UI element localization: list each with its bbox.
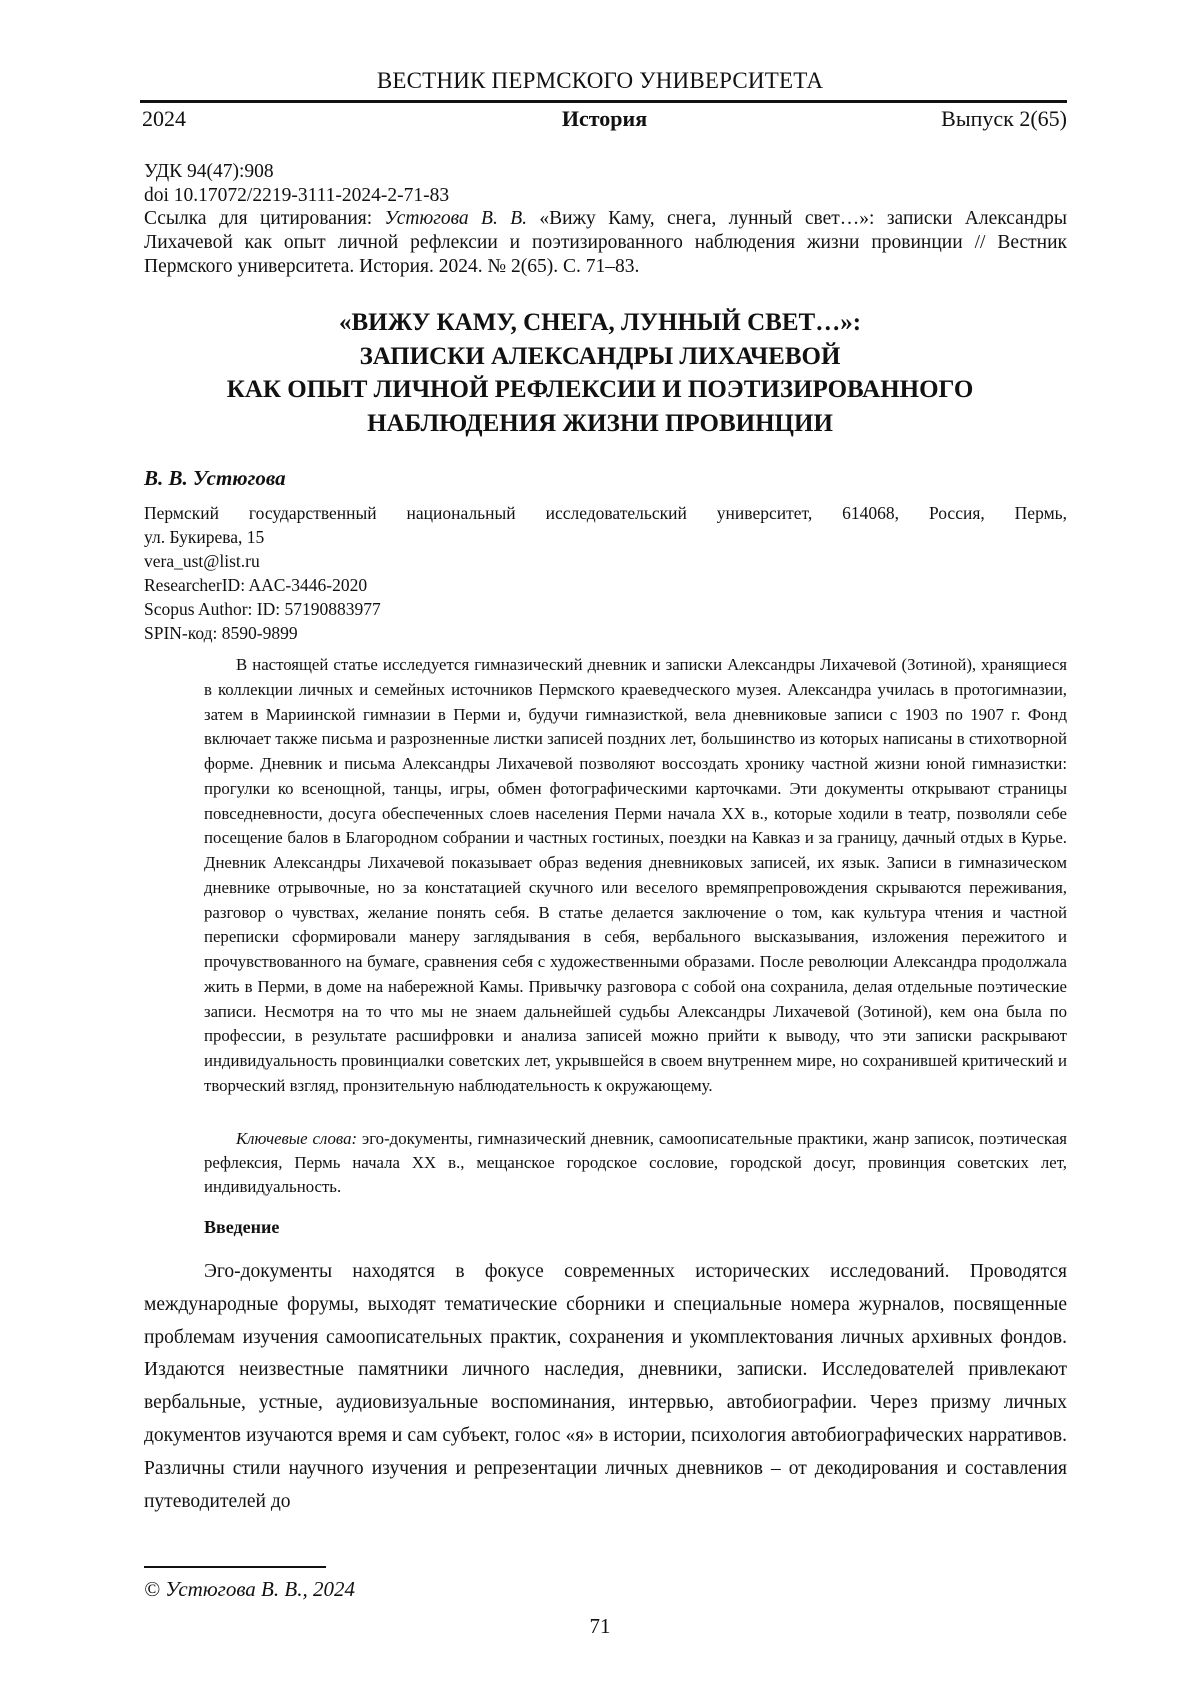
keywords-label: Ключевые слова:: [236, 1129, 358, 1148]
article-identifiers: [144, 160, 1067, 208]
affiliation-line: Пермский государственный национальный исследовательский университет, 614068, Россия, Пермь,: [144, 503, 1067, 523]
udk: УДК 94(47):908: [144, 161, 274, 182]
page-number: 71: [589, 1614, 611, 1638]
author-email[interactable]: vera_ust@list.ru: [144, 551, 260, 571]
scopus-id: Scopus Author: ID: 57190883977: [144, 599, 381, 619]
copyright-notice: © Устюгова В. В., 2024: [144, 1577, 355, 1601]
running-header: [142, 106, 1067, 134]
header-rule: [140, 100, 1067, 103]
citation: [144, 207, 1067, 279]
researcher-id: ResearcherID: AAC-3446-2020: [144, 575, 368, 595]
citation-text: «Вижу Каму, снега, лунный свет…»: записки Александры Лихачевой как опыт личной рефлексии и поэтизированного наблюдения жизни провинции // Вестник Пермского университета. История. 2024. № 2(65). С. 71–83.: [144, 208, 1067, 277]
keywords-text: эго-документы, гимназический дневник, самоописательные практики, жанр записок, поэтическая рефлексия, Пермь начала XX в., мещанское городское сословие, городской досуг, провинция советских лет, индивидуальность.: [204, 1129, 1067, 1196]
title-line: КАК ОПЫТ ЛИЧНОЙ РЕФЛЕКСИИ И ПОЭТИЗИРОВАННОГО: [226, 376, 974, 404]
header-year: 2024: [142, 106, 186, 131]
author-name: В. В. Устюгова: [144, 466, 286, 490]
abstract: В настоящей статье исследуется гимназический дневник и записки Александры Лихачевой (Зотиной), хранящиеся в коллекции личных и семейных источников Пермского краеведческого музея. Александра училась в протогимназии, затем в Мариинской гимназии в Перми и, будучи гимназисткой, вела дневниковые записи с 1903 по 1907 г. Фонд включает также письма и разрозненные листки записей поздних лет, большинство из которых написаны в стихотворной форме. Дневник и письма Александры Лихачевой позволяют воссоздать хронику частной жизни юной гимназистки: прогулки ко всенощной, танцы, игры, обмен фотографическими карточками. Эти документы открывают страницы повседневности, досуга обеспеченных слоев населения Перми начала XX в., которые ходили в театр, позволяли себе посещение балов в Благородном собрании и частных гостиных, поездки на Кавказ и за границу, дачный отдых в Курье. Дневник Александры Лихачевой показывает образ ведения дневниковых записей, их язык. Записи в гимназическом дневнике отрывочные, но за констатацией скучного или веселого времяпрепровождения скрываются переживания, разговор о чувствах, желание понять себя. В статье делается заключение о том, как культура чтения и частной переписки сформировали манеру заглядывания в себя, вербального высказывания, изложения пережитого и прочувствованного на бумаге, сравнения себя с художественными образами. После революции Александра продолжала жить в Перми, в доме на набережной Камы. Привычку разговора с собой она сохранила, делая отдельные поэтические записи. Несмотря на то что мы не знаем дальнейшей судьбы Александры Лихачевой (Зотиной), кем она была по профессии, в результате расшифровки и анализа записей можно прийти к выводу, что эти записки раскрывают индивидуальность провинциалки советских лет, укрывшейся в своем внутреннем мире, но сохранившей критический и творческий взгляд, пронзительную наблюдательность к окружающему.: [204, 655, 1067, 1095]
citation-author: Устюгова В. В.: [384, 208, 527, 229]
journal-title: ВЕСТНИК ПЕРМСКОГО УНИВЕРСИТЕТА: [376, 68, 824, 93]
affiliation-address: ул. Букирева, 15: [144, 527, 265, 547]
header-issue: Выпуск 2(65): [941, 106, 1067, 131]
article-title: [0, 306, 1200, 441]
header-section: История: [561, 106, 648, 131]
introduction-paragraph: Эго-документы находятся в фокусе современных исторических исследований. Проводятся международные форумы, выходят тематические сборники и специальные номера журналов, посвященные проблемам изучения самоописательных практик, сохранения и укомплектования личных архивных фондов. Издаются неизвестные памятники личного наследия, дневники, записки. Исследователей привлекают вербальные, устные, аудиовизуальные воспоминания, интервью, автобиографии. Через призму личных документов изучаются время и сам субъект, голос «я» в истории, психология автобиографических нарративов. Различны стили научного изучения и репрезентации личных дневников – от декодирования и составления путеводителей до: [144, 1261, 1067, 1512]
spin-code: SPIN-код: 8590-9899: [144, 623, 298, 643]
section-heading-introduction: Введение: [204, 1217, 280, 1237]
citation-label: Ссылка для цитирования:: [144, 208, 385, 229]
footnote-rule: [144, 1566, 326, 1568]
title-line: НАБЛЮДЕНИЯ ЖИЗНИ ПРОВИНЦИИ: [367, 410, 833, 438]
title-line: «ВИЖУ КАМУ, СНЕГА, ЛУННЫЙ СВЕТ…»:: [338, 309, 862, 336]
title-line: ЗАПИСКИ АЛЕКСАНДРЫ ЛИХАЧЕВОЙ: [359, 342, 841, 370]
doi: doi 10.17072/2219-3111-2024-2-71-83: [144, 185, 450, 206]
author-affiliation: [144, 501, 1067, 645]
keywords: [204, 1127, 1067, 1199]
